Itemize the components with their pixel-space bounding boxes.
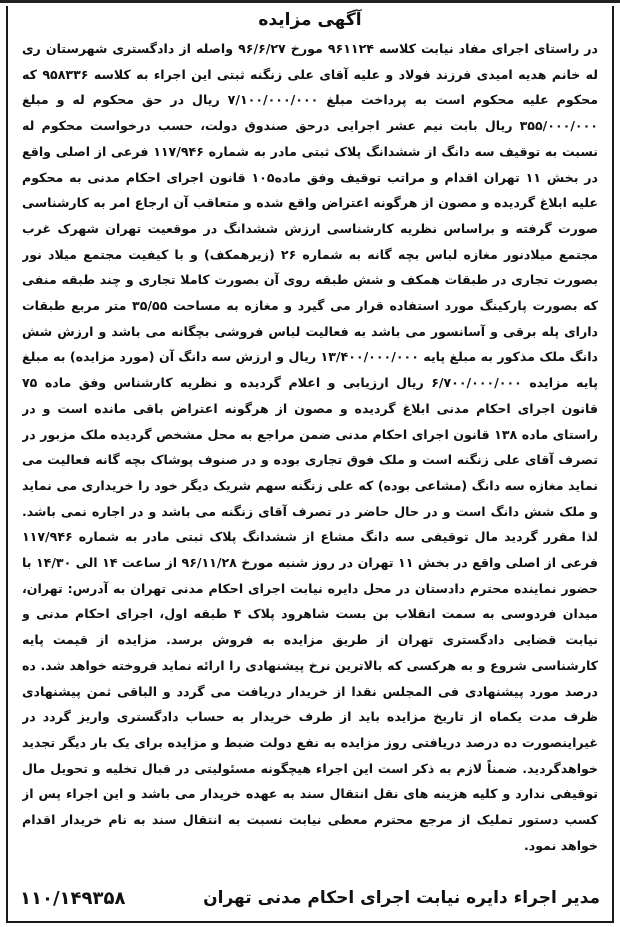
notice-footer — [20, 881, 600, 915]
notice-title: آگهی مزایده — [258, 10, 362, 30]
reference-number: ۱۱۰/۱۴۹۳۵۸ — [20, 887, 126, 909]
notice-body: در راستای اجرای مفاد نیابت کلاسه ۹۶۱۱۲۴ مورخ ۹۶/۶/۲۷ واصله از دادگستری شهرستان ری له خانم هدیه امیدی فرزند فولاد و علیه آقای علی زنگنه ثبتی این اجراء به کلاسه ۹۵۸۳۳۶ که محکوم علیه محکوم است به پرداخت مبلغ ۷/۱۰۰/۰۰۰/۰۰۰ ریال در حق محکوم له و مبلغ ۳۵۵/۰۰۰/۰۰۰ ریال بابت نیم عشر اجرایی درحق صندوق دولت، حسب درخواست محکوم له نسبت به توقیف سه دانگ از ششدانگ پلاک ثبتی مادر به شماره ۱۱۷/۹۴۶ فرعی از اصلی واقع در بخش ۱۱ تهران اقدام و مراتب توقیف وفق ماده۱۰۵ قانون اجرای احکام مدنی به محکوم علیه ابلاغ گردیده و مصون از هرگونه اعتراض واقع شده و متعاقب آن ارجاع امر به کارشناسی صورت گرفته و براساس نظریه کارشناسی ارزش ششدانگ در موقعیت تهران شهرک غرب مجتمع میلادنور مغازه لباس بچه گانه به شماره ۲۶ (زیرهمکف) و با کیفیت مجتمع میلاد نور بصورت تجاری در طبقات همکف و شش طبقه روی آن بصورت کاملا تجاری و چند طبقه منفی که بصورت پارکینگ مورد استفاده قرار می گیرد و مغازه به مساحت ۳۵/۵۵ متر مربع طبقات دارای پله برقی و آسانسور می باشد به فعالیت لباس فروشی بچگانه می باشد و ارزش شش دانگ ملک مذکور به مبلغ پایه ۱۳/۴۰۰/۰۰۰/۰۰۰ ریال و ارزش سه دانگ آن (مورد مزایده) به مبلغ پایه مزایده ۶/۷۰۰/۰۰۰/۰۰۰ ریال ارزیابی و اعلام گردیده و نظریه کارشناس وفق ماده ۷۵ قانون اجرای احکام مدنی ابلاغ گردیده و مصون از هرگونه اعتراض باقی مانده است و در راستای ماده ۱۳۸ قانون اجرای احکام مدنی ضمن مراجع به محل مشخص گردیده ملک مزبور در تصرف آقای علی زنگنه است و ملک فوق تجاری بوده و در صنوف پوشاک بچه گانه فعالیت می نماید مغازه سه دانگ (مشاعی بوده) که علی زنگنه سهم شریک دیگر خود را خریداری می نماید و ملک شش دانگ است و در حال حاضر در تصرف آقای زنگنه می باشد و در اجاره نمی باشد. لذا مقرر گردید مال توقیفی سه دانگ مشاع از ششدانگ پلاک ثبتی مادر به شماره ۱۱۷/۹۴۶ فرعی از اصلی واقع در بخش ۱۱ تهران در روز شنبه مورخ ۹۶/۱۱/۲۸ از ساعت ۱۴ الی ۱۴/۳۰ با حضور نماینده محترم دادستان در محل دایره نیابت اجرای احکام مدنی تهران به آدرس: تهران، میدان فردوسی به سمت انقلاب بن بست شاهرود پلاک ۴ طبقه اول، اجرای احکام مدنی و نیابت قضایی دادگستری تهران از طریق مزایده به فروش برسد. مزایده از قیمت پایه کارشناسی شروع و به هرکسی که بالاترین نرخ پیشنهادی را ارائه نماید فروخته خواهد شد. ده درصد مورد پیشنهادی فی المجلس نقدا از خریدار دریافت می گردد و الباقی ثمن پیشنهادی ظرف مدت یکماه از تاریخ مزایده باید از طرف خریدار به حساب دادگستری واریز گردد در غیراینصورت ده درصد دریافتی روز مزایده به نفع دولت ضبط و مزایده برای یک بار دیگر تجدید خواهدگردید. ضمناً لازم به ذکر است این اجراء هیچگونه مسئولیتی در قبال تخلیه و تحویل مال توقیفی ندارد و کلیه هزینه های نقل انتقال سند به عهده خریدار می باشد و این اجراء پس از کسب دستور تملیک از مرجع محترم معطی نیابت نسبت به انتقال سند به نام خریدار اقدام خواهد نمود. — [22, 41, 598, 853]
clipping-top-edge — [0, 0, 620, 3]
issuer-signature: مدیر اجراء دایره نیابت اجرای احکام مدنی تهران — [203, 888, 600, 908]
